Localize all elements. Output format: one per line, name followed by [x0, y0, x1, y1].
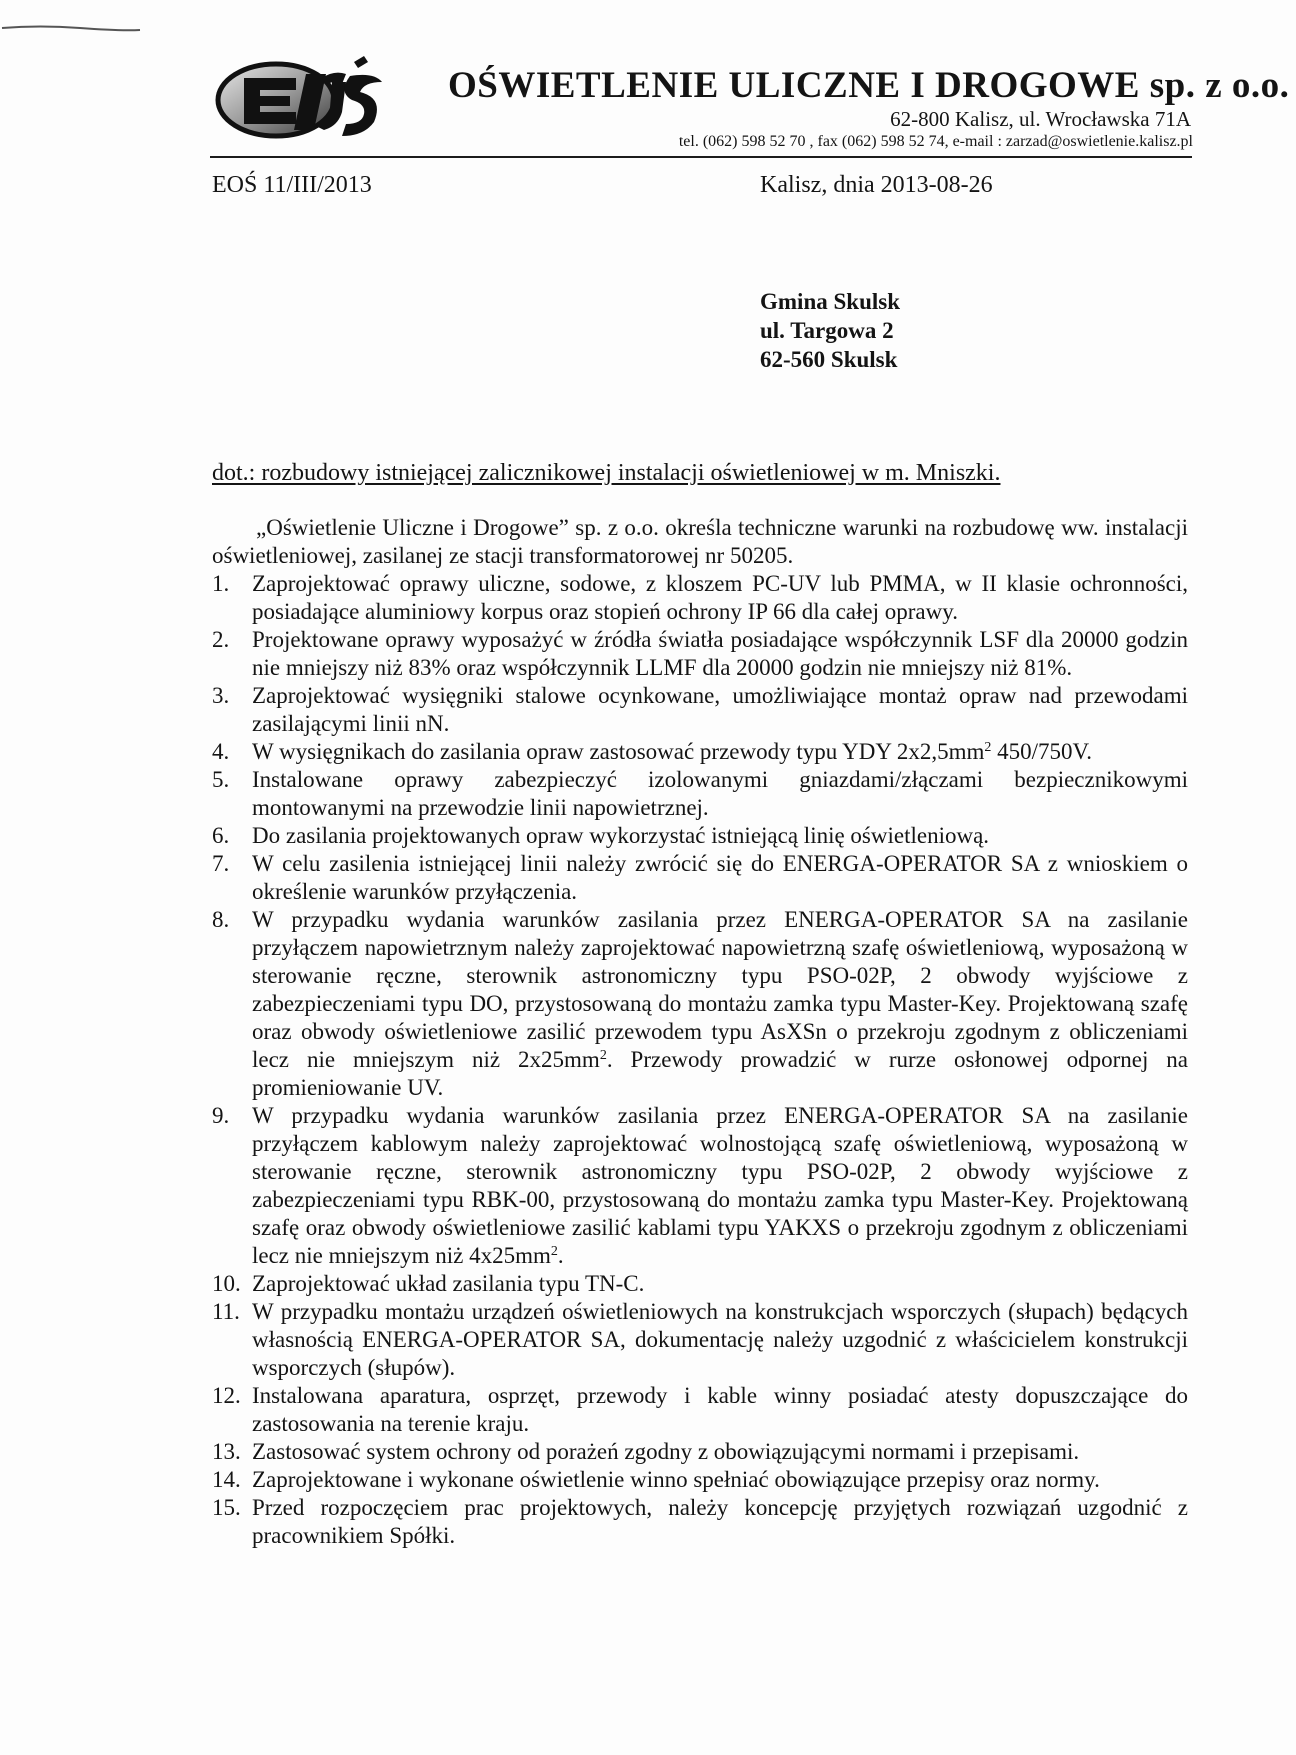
header-divider [210, 156, 1192, 158]
item-number: 4. [212, 739, 230, 764]
item-text: Zaprojektować oprawy uliczne, sodowe, z kloszem PC-UV lub PMMA, w II klasie ochronności, posiadające aluminiowy korpus oraz stopień ochrony IP 66 dla całej oprawy. [252, 571, 1188, 624]
superscript: 2 [984, 740, 992, 755]
item-number: 1. [212, 571, 230, 596]
list-item [212, 738, 1188, 766]
list-item [212, 570, 1188, 626]
item-text: Instalowana aparatura, osprzęt, przewody i kable winny posiadać atesty dopuszczające do zastosowania na terenie kraju. [252, 1383, 1188, 1436]
list-item [212, 766, 1188, 822]
item-text: W przypadku montażu urządzeń oświetleniowych na konstrukcjach wsporczych (słupach) będących własnością ENERGA-OPERATOR SA, dokumentację należy uzgodnić z właścicielem konstrukcji wsporczych (słupów). [252, 1299, 1188, 1380]
item-number: 9. [212, 1103, 230, 1128]
superscript: 2 [599, 1048, 607, 1063]
item-text [252, 738, 1188, 766]
list-item [212, 1270, 1188, 1298]
item-text: Zaprojektować wysięgniki stalowe ocynkowane, umożliwiające montaż opraw nad przewodami zasilającymi linii nN. [252, 683, 1188, 736]
item-text: Projektowane oprawy wyposażyć w źródła światła posiadające współczynnik LSF dla 20000 godzin nie mniejszy niż 83% oraz współczynnik LLMF dla 20000 godzin nie mniejszy niż 81%. [252, 627, 1188, 680]
list-item [212, 822, 1188, 850]
item-text: Zastosować system ochrony od porażeń zgodny z obowiązującymi normami i przepisami. [252, 1439, 1080, 1464]
item-number: 2. [212, 627, 230, 652]
item-text [252, 906, 1188, 1102]
company-address: 62-800 Kalisz, ul. Wrocławska 71A [890, 107, 1191, 131]
recipient-address [760, 287, 900, 374]
item-text: W celu zasilenia istniejącej linii należy zwrócić się do ENERGA-OPERATOR SA z wnioskiem o określenie warunków przyłączenia. [252, 851, 1188, 904]
list-item [212, 906, 1188, 1102]
company-name: OŚWIETLENIE ULICZNE I DROGOWE sp. z o.o. [448, 65, 1290, 106]
item-number: 15. [212, 1495, 241, 1520]
recipient-line-2: ul. Targowa 2 [760, 318, 894, 343]
subject-line: dot.: rozbudowy istniejącej zalicznikowej instalacji oświetleniowej w m. Mniszki. [212, 460, 1001, 486]
item-number: 10. [212, 1271, 241, 1296]
item-text: Przed rozpoczęciem prac projektowych, należy koncepcję przyjętych rozwiązań uzgodnić z pracownikiem Spółki. [252, 1495, 1188, 1548]
company-contact: tel. (062) 598 52 70 , fax (062) 598 52 74, e-mail : zarzad@oswietlenie.kalisz.pl [678, 133, 1193, 150]
list-item [212, 1438, 1188, 1466]
item-number: 11. [212, 1299, 240, 1324]
item-text-part: . Przewody prowadzić w rurze osłonowej odpornej na promieniowanie UV. [252, 1047, 1189, 1100]
scan-artifact-mark [0, 22, 150, 36]
item-number: 12. [212, 1383, 241, 1408]
item-text-part: W przypadku wydania warunków zasilania przez ENERGA-OPERATOR SA na zasilanie przyłączem napowietrznym należy zaprojektować napowietrzną szafę oświetleniową, wyposażoną w sterowanie ręczne, sterownik astronomiczny typu PSO-02P, 2 obwody wyjściowe z zabezpieczeniami typu DO, przystosowaną do montażu zamka typu Master-Key. Projektowaną szafę oraz obwody oświetleniowe zasilić przewodem typu AsXSn o przekroju zgodnym z obliczeniami lecz nie mniejszym niż 2x25mm [252, 907, 1188, 1072]
list-item [212, 1382, 1188, 1438]
list-item [212, 682, 1188, 738]
item-number: 14. [212, 1467, 241, 1492]
list-item [212, 1466, 1188, 1494]
item-number: 13. [212, 1439, 241, 1464]
item-text [252, 1102, 1188, 1270]
item-text: Do zasilania projektowanych opraw wykorzystać istniejącą linię oświetleniową. [252, 823, 990, 848]
item-text: Zaprojektowane i wykonane oświetlenie winno spełniać obowiązujące przepisy oraz normy. [252, 1467, 1100, 1492]
item-number: 3. [212, 683, 230, 708]
item-text-part: 450/750V. [991, 739, 1092, 764]
list-item [212, 1298, 1188, 1382]
item-text-part: W wysięgnikach do zasilania opraw zastosować przewody typu YDY 2x2,5mm [252, 739, 985, 764]
reference-number: EOŚ 11/III/2013 [212, 172, 372, 198]
item-number: 5. [212, 767, 230, 792]
item-text-part: . [557, 1243, 564, 1268]
intro-paragraph: „Oświetlenie Uliczne i Drogowe” sp. z o.o. określa techniczne warunki na rozbudowę ww. instalacji oświetleniowej, zasilanej ze stacji transformatorowej nr 50205. [212, 515, 1188, 568]
company-logo [214, 52, 404, 148]
list-item [212, 850, 1188, 906]
item-text-part: W przypadku wydania warunków zasilania przez ENERGA-OPERATOR SA na zasilanie przyłączem kablowym należy zaprojektować wolnostojącą szafę oświetleniową, wyposażoną w sterowanie ręczne, sterownik astronomiczny typu PSO-02P, 2 obwody wyjściowe z zabezpieczeniami typu RBK-00, przystosowaną do montażu zamka typu Master-Key. Projektowaną szafę oraz obwody oświetleniowe zasilić kablami typu YAKXS o przekroju zgodnym z obliczeniami lecz nie mniejszym niż 4x25mm [252, 1103, 1188, 1268]
item-number: 7. [212, 851, 230, 876]
list-item [212, 626, 1188, 682]
item-text: Zaprojektować układ zasilania typu TN-C. [252, 1271, 645, 1296]
recipient-line-1: Gmina Skulsk [760, 289, 900, 314]
item-number: 8. [212, 907, 230, 932]
conditions-list [212, 570, 1188, 1550]
superscript: 2 [550, 1244, 558, 1259]
recipient-line-3: 62-560 Skulsk [760, 347, 898, 372]
letter-body [212, 514, 1188, 1550]
item-text: Instalowane oprawy zabezpieczyć izolowanymi gniazdami/złączami bezpiecznikowymi montowanymi na przewodzie linii napowietrznej. [252, 767, 1188, 820]
list-item [212, 1102, 1188, 1270]
list-item [212, 1494, 1188, 1550]
item-number: 6. [212, 823, 230, 848]
date-line: Kalisz, dnia 2013-08-26 [760, 172, 993, 198]
